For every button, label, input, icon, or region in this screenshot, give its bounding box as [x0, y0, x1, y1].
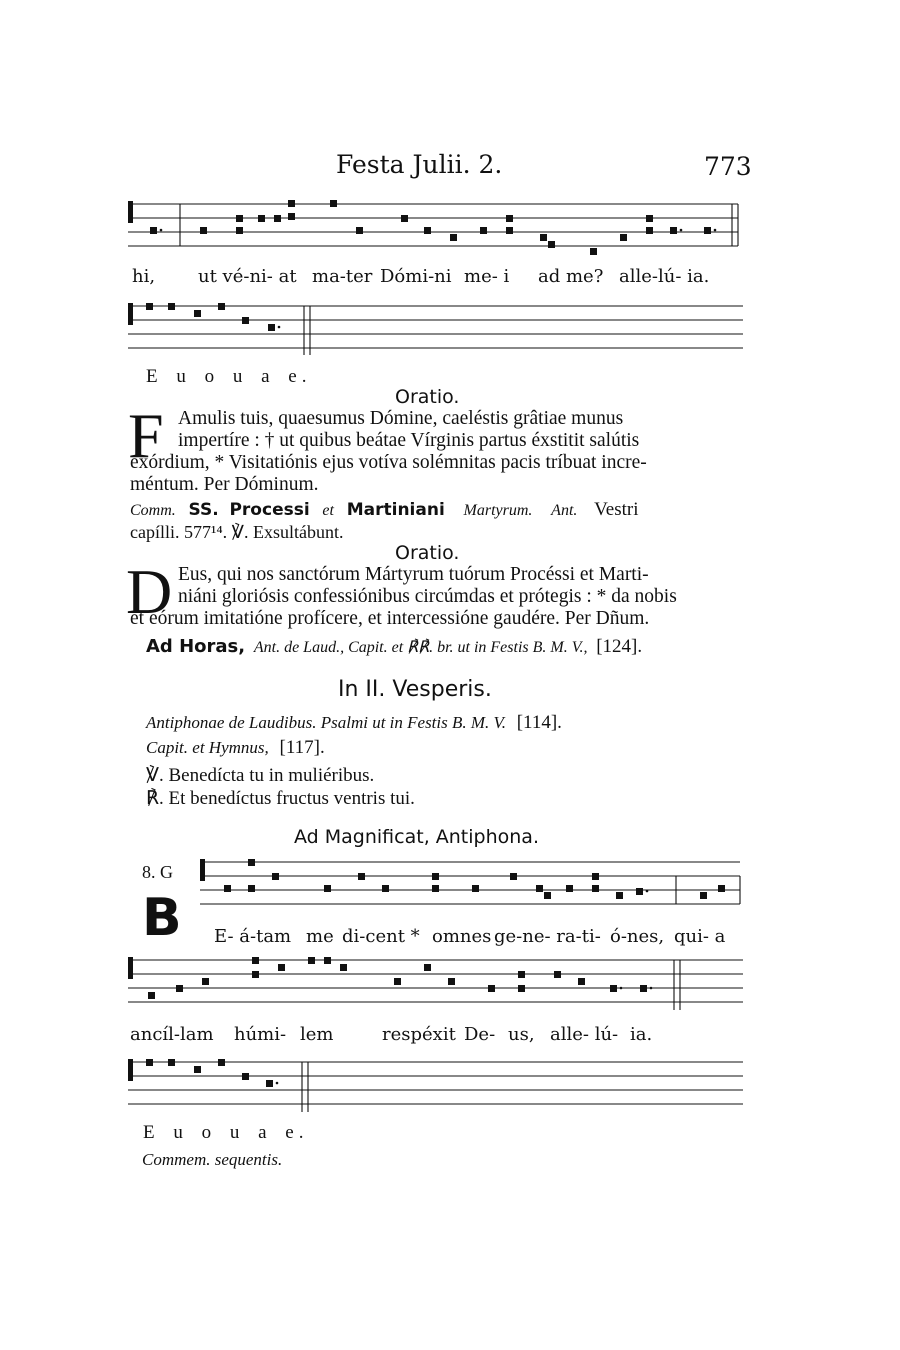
- vestri-word: Vestri: [594, 499, 639, 520]
- euouae-2: E u o u a e.: [143, 1122, 309, 1143]
- versicle: ℣. Benedícta tu in muliéribus.: [146, 765, 375, 786]
- martyrum-label: Martyrum.: [463, 502, 533, 519]
- saint-processi: Processi: [229, 500, 310, 520]
- magnificat-staff-1: [200, 856, 750, 916]
- syllable: hi,: [132, 266, 156, 287]
- chant-1-lyrics: [132, 266, 752, 288]
- syllable: qui- a: [674, 926, 726, 947]
- chant-staff-1: [128, 196, 748, 260]
- syllable: alle- lú-: [550, 1024, 619, 1045]
- page-number: 773: [704, 152, 752, 181]
- footer-note: Commem. sequentis.: [142, 1150, 283, 1169]
- oratio-heading-1: Oratio.: [395, 386, 460, 408]
- syllable: ancíl-lam: [130, 1024, 214, 1045]
- text-line: Amulis tuis, quaesumus Dómine, caeléstis grâtiae munus: [178, 408, 624, 429]
- page-title: Festa Julii. 2.: [336, 150, 503, 179]
- drop-cap-f: F: [128, 400, 164, 471]
- response: ℟. Et benedíctus fructus ventris tui.: [146, 788, 415, 809]
- euouae-1: E u o u a e.: [146, 366, 312, 387]
- syllable: ad me?: [538, 266, 604, 287]
- syllable: ma-ter: [312, 266, 373, 287]
- capit-ref: [117].: [279, 737, 325, 758]
- syllable: me: [306, 926, 334, 947]
- syllable: ge-ne- ra-ti-: [494, 926, 601, 947]
- saint-martiniani: Martiniani: [346, 500, 445, 520]
- saints-ss: SS.: [188, 500, 219, 520]
- antiphonae-ref: [114].: [516, 712, 562, 733]
- ad-horas-label: Ad Horas,: [146, 636, 246, 657]
- magnificat-heading: Ad Magnificat, Antiphona.: [294, 826, 539, 848]
- magnificat-lyrics-2: [130, 1024, 730, 1046]
- syllable: us,: [508, 1024, 535, 1045]
- text-line: impertíre : † ut quibus beátae Vírginis partus éxstitit salútis: [178, 430, 640, 451]
- vespers-line-1: [146, 712, 562, 734]
- text-line: niáni gloriósis confessiónibus circúmdas et prótegis : * da nobis: [178, 586, 677, 607]
- oratio-1-text: [130, 408, 744, 496]
- syllable: respéxit: [382, 1024, 456, 1045]
- text-line: Eus, qui nos sanctórum Mártyrum tuórum Procéssi et Marti-: [178, 564, 649, 585]
- syllable: alle-lú- ia.: [619, 266, 710, 287]
- ad-horas-line: [146, 636, 642, 658]
- oratio-2-text: [130, 564, 744, 630]
- antiphonae-text: Antiphonae de Laudibus. Psalmi ut in Festis B. M. V.: [146, 713, 506, 732]
- euouae-staff-2: [128, 1056, 748, 1116]
- syllable: Dómi-ni: [380, 266, 452, 287]
- syllable: ut vé-ni- at: [198, 266, 297, 287]
- syllable: ó-nes,: [610, 926, 665, 947]
- syllable: E- á-tam: [214, 926, 292, 947]
- text-line: et eórum imitatióne profícere, et intercessióne gaudére. Per Dñum.: [130, 608, 650, 629]
- euouae-staff-1: [128, 300, 748, 360]
- oratio-heading-2: Oratio.: [395, 542, 460, 564]
- syllable: me- i: [464, 266, 510, 287]
- ant-label: Ant.: [551, 502, 578, 519]
- capit-text: Capit. et Hymnus,: [146, 738, 269, 757]
- syllable: ia.: [630, 1024, 653, 1045]
- ad-horas-text: Ant. de Laud., Capit. et ℟℟. br. ut in Festis B. M. V.,: [253, 639, 588, 656]
- ad-horas-ref: [124].: [596, 636, 643, 657]
- magnificat-lyrics-1: [214, 926, 744, 948]
- commemoration-line: [130, 499, 638, 521]
- conjunction: et: [322, 502, 334, 519]
- mode-label: 8. G: [142, 862, 173, 882]
- text-line: méntum. Per Dóminum.: [130, 474, 319, 495]
- drop-cap-b: B: [142, 888, 182, 948]
- syllable: húmi-: [234, 1024, 287, 1045]
- text-line: exórdium, * Visitatiónis ejus votíva solémnitas pacis tríbuat incre-: [130, 452, 647, 473]
- syllable: omnes: [432, 926, 492, 947]
- syllable: di-cent *: [342, 926, 420, 947]
- drop-cap-d: D: [126, 556, 173, 627]
- syllable: lem: [300, 1024, 334, 1045]
- comm-label: Comm.: [130, 502, 176, 519]
- syllable: De-: [464, 1024, 496, 1045]
- magnificat-staff-2: [128, 952, 750, 1016]
- vespers-line-2: [146, 737, 325, 759]
- vespers-heading: In II. Vesperis.: [338, 677, 492, 702]
- commemoration-line-2: capílli. 577¹⁴. ℣. Exsultábunt.: [130, 522, 344, 542]
